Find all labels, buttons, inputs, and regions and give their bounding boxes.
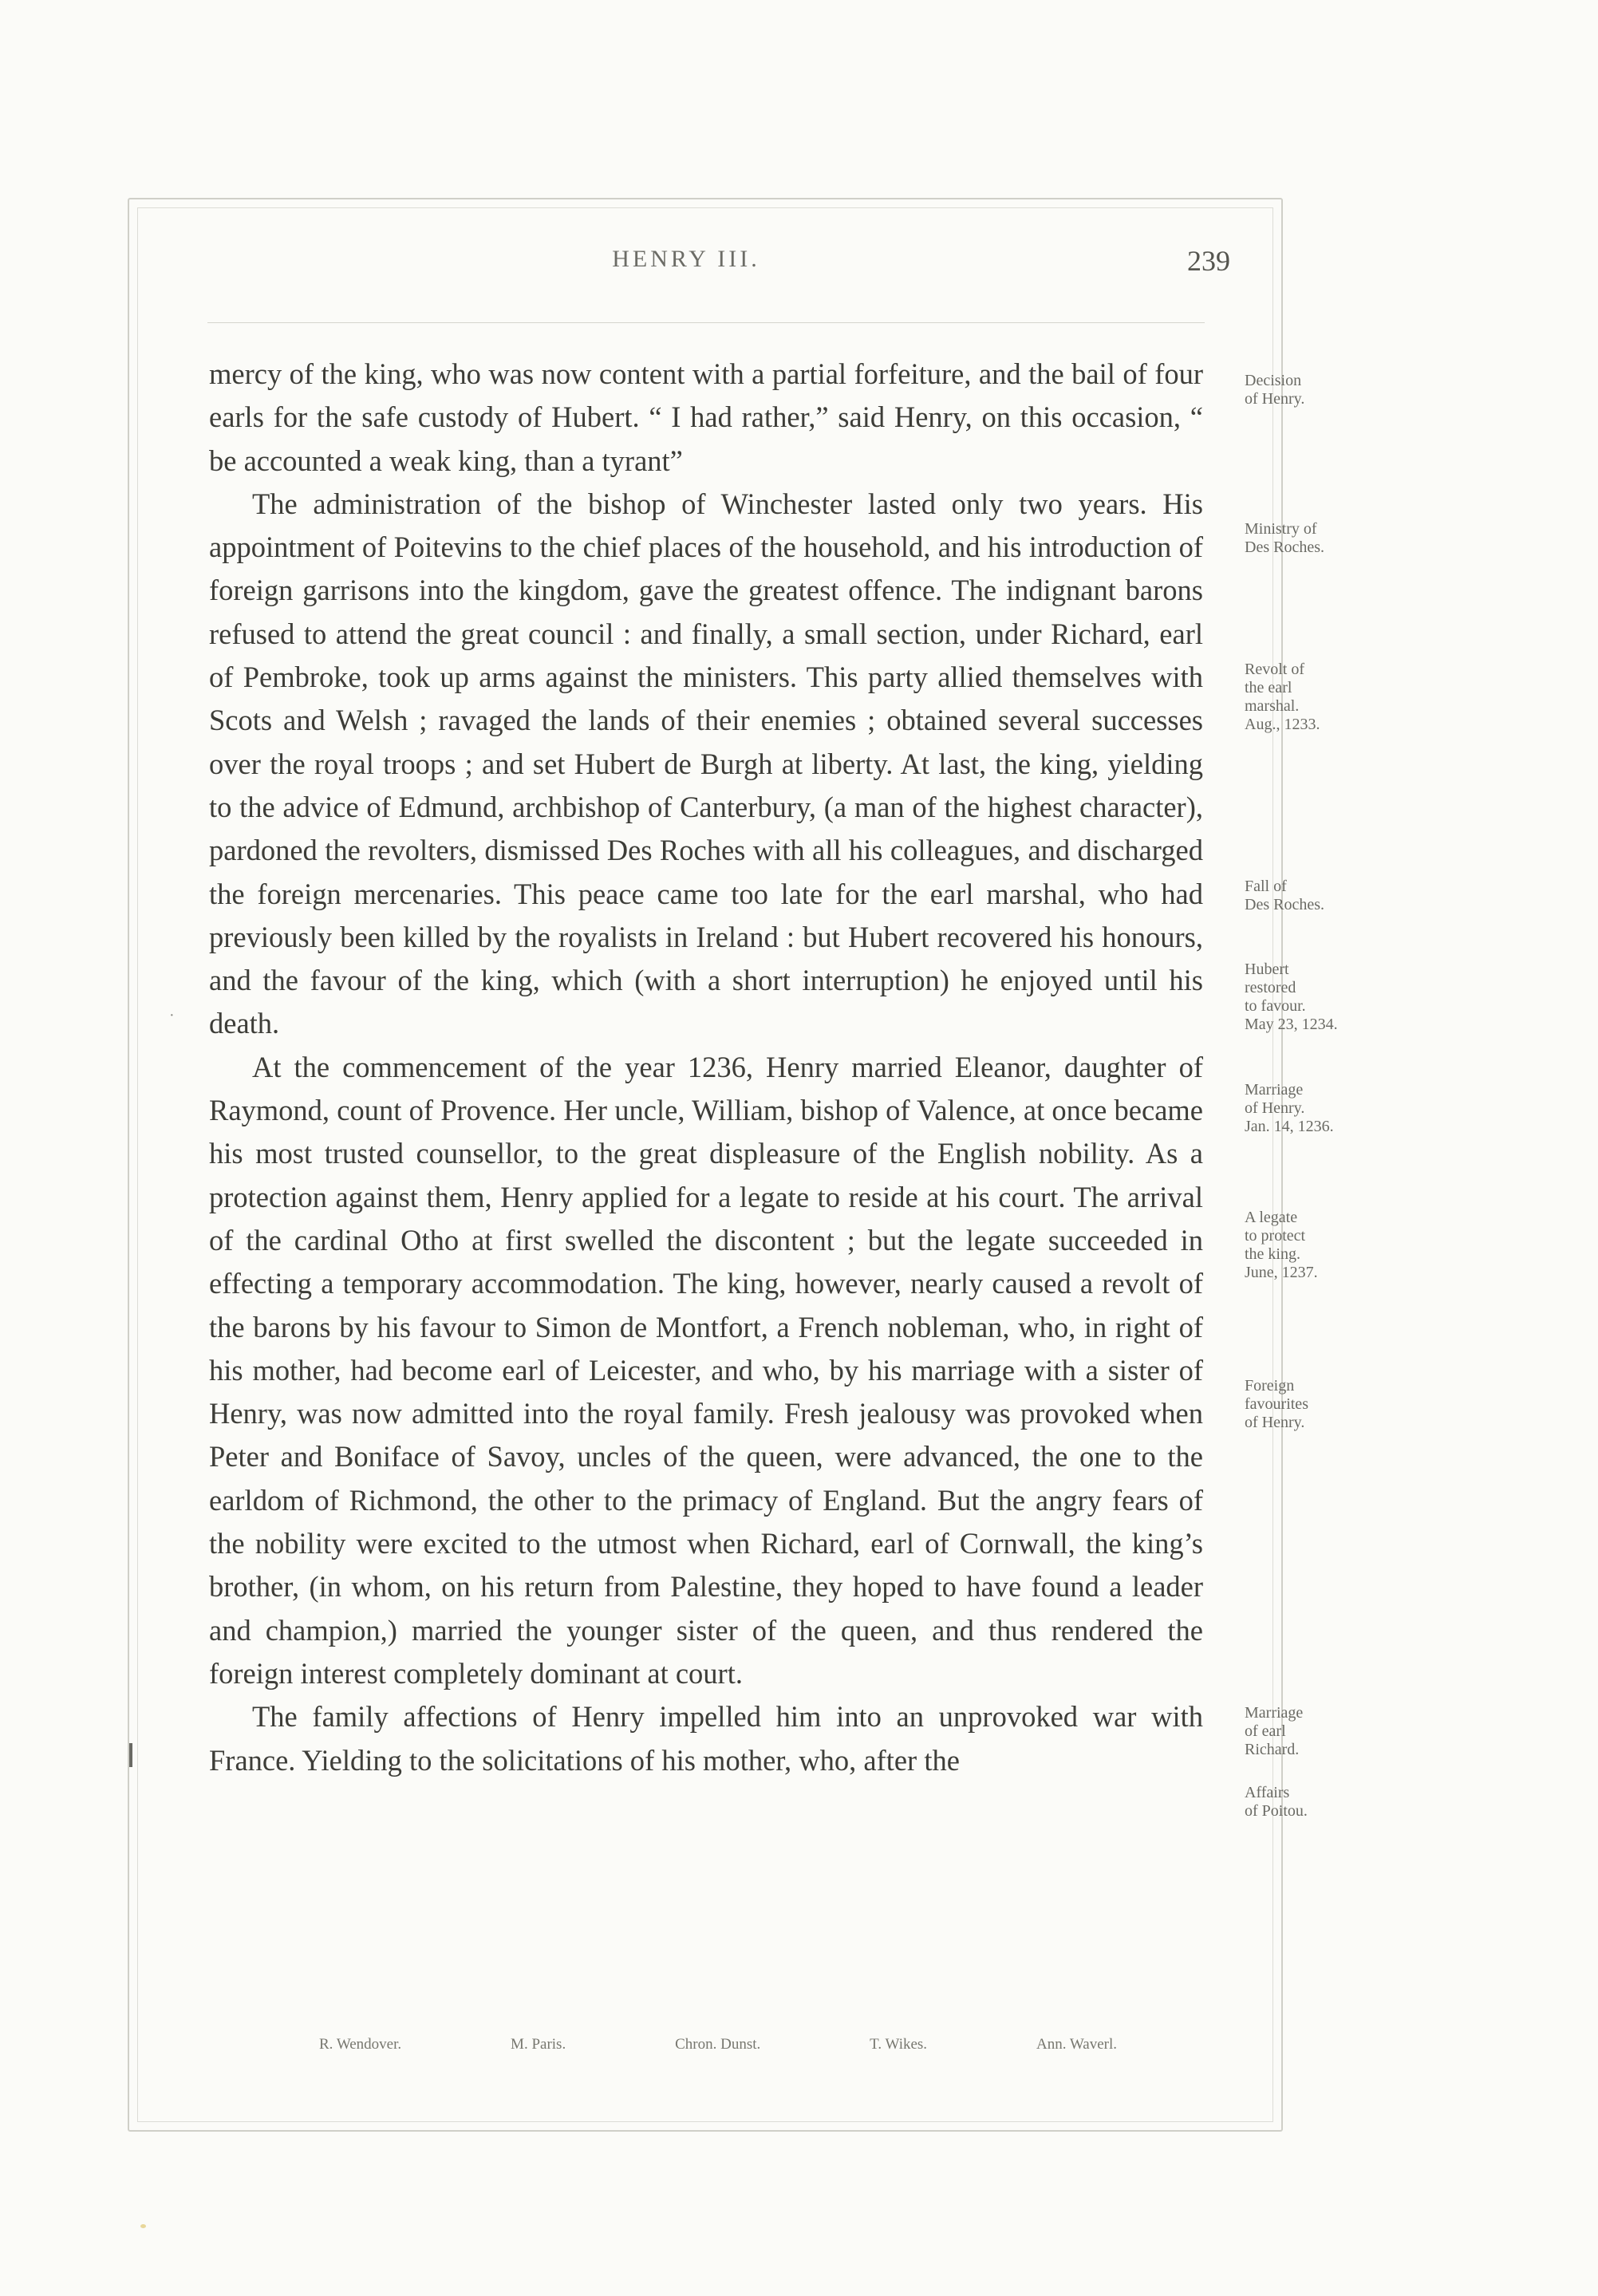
paper-stain	[140, 2224, 146, 2228]
marginal-note: A legate to protect the king. June, 1237.	[1245, 1209, 1318, 1281]
paragraph: mercy of the king, who was now content with a partial forfeiture, and the bail of four earls for the safe custody of Hubert. “ I had rather,” said Henry, on this occasion, “ be accounted a weak king, than a tyrant”	[209, 357, 1203, 477]
source-citation: M. Paris.	[511, 2036, 566, 2053]
source-citation: Ann. Waverl.	[1036, 2036, 1117, 2053]
marginal-note: Marriage of earl Richard.	[1245, 1704, 1304, 1758]
marginal-note: Hubert restored to favour. May 23, 1234.	[1245, 961, 1338, 1033]
marginal-note: Revolt of the earl marshal. Aug., 1233.	[1245, 661, 1320, 733]
source-citation: R. Wendover.	[319, 2036, 402, 2053]
source-citation: Chron. Dunst.	[675, 2036, 761, 2053]
page-number: 239	[1187, 245, 1230, 277]
running-title: HENRY III.	[612, 246, 760, 272]
body-text	[209, 353, 1203, 1782]
marginal-note: Foreign favourites of Henry.	[1245, 1377, 1308, 1431]
marginal-note: Decision of Henry.	[1245, 372, 1305, 408]
paragraph: The administration of the bishop of Winchester lasted only two years. His appointment of Poitevins to the chief places of the household, and his introduction of foreign garrisons into the kingdom, gave the greatest offence. The indignant barons refused to attend the great council : and finally, a small section, under Richard, earl of Pembroke, took up arms against the ministers. This party allied themselves with Scots and Welsh ; ravaged the lands of their enemies ; obtained several successes over the royal troops ; and set Hubert de Burgh at liberty. At last, the king, yielding to the advice of Edmund, archbishop of Canterbury, (a man of the highest character), pardoned the revolters, dismissed Des Roches with all his colleagues, and discharged the foreign mercenaries. This peace came too late for the earl marshal, who had previously been killed by the royalists in Ireland : but Hubert recovered his honours, and the favour of the king, which (with a short interruption) he enjoyed until his death.	[209, 487, 1203, 1040]
paragraph: The family affections of Henry impelled him into an unprovoked war with France. Yielding to the solicitations of his mother, who, after the	[209, 1700, 1203, 1777]
footer-sources	[319, 2036, 1117, 2053]
header-rule	[207, 322, 1205, 323]
source-citation: T. Wikes.	[870, 2036, 928, 2053]
marginal-note: Fall of Des Roches.	[1245, 878, 1324, 913]
marginal-note: Ministry of Des Roches.	[1245, 520, 1324, 556]
marginal-note: Marriage of Henry. Jan. 14, 1236.	[1245, 1081, 1334, 1135]
paragraph: At the commencement of the year 1236, Henry married Eleanor, daughter of Raymond, count of Provence. Her uncle, William, bishop of Valence, at once became his most trusted counsellor, to the great displeasure of the English nobility. As a protection against them, Henry applied for a legate to reside at his court. The arrival of the cardinal Otho at first swelled the discontent ; but the legate succeeded in effecting a temporary accommodation. The king, however, nearly caused a revolt of the barons by his favour to Simon de Montfort, a French nobleman, who, in right of his mother, had become earl of Leicester, and who, by his marriage with a sister of Henry, was now admitted into the royal family. Fresh jealousy was provoked when Peter and Boniface of Savoy, uncles of the queen, were advanced, the one to the earldom of Richmond, the other to the primacy of England. But the angry fears of the nobility were excited to the utmost when Richard, earl of Cornwall, the king’s brother, (in whom, on his return from Palestine, they hoped to have found a leader and champion,) married the younger sister of the queen, and thus rendered the foreign interest completely dominant at court.	[209, 1050, 1203, 1690]
margin-dot: ·	[169, 1007, 175, 1024]
marginal-note: Affairs of Poitou.	[1245, 1784, 1308, 1820]
margin-mark	[129, 1743, 132, 1767]
